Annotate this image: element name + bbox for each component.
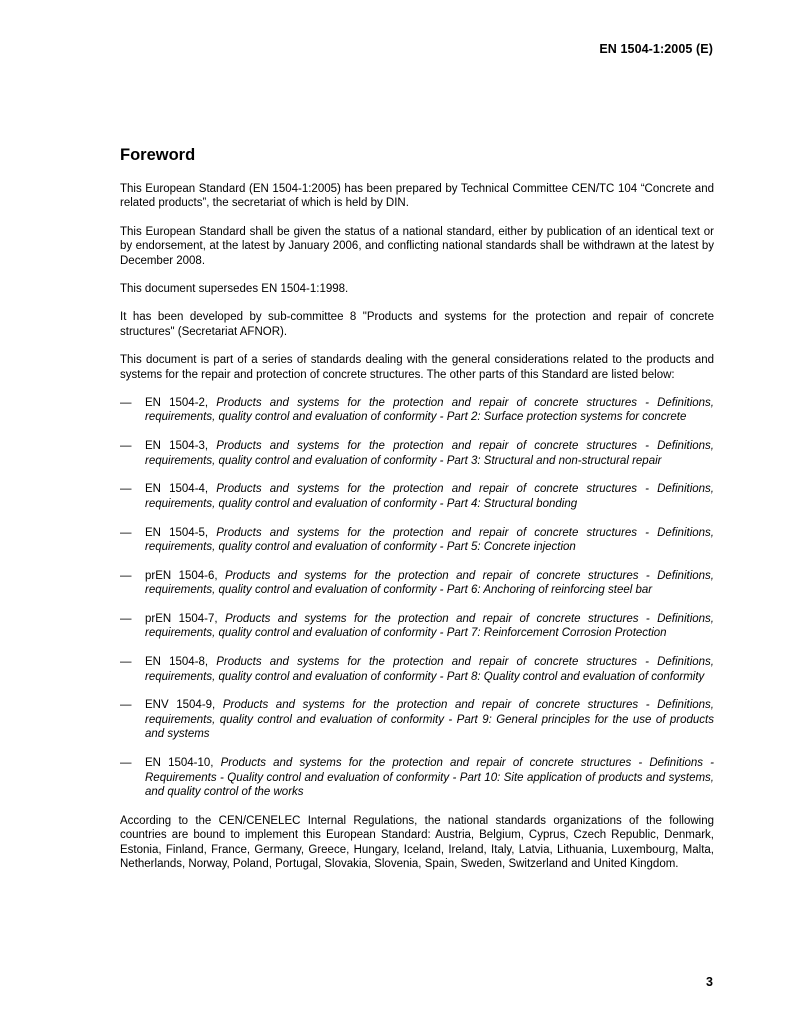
list-item <box>120 698 714 741</box>
part-reference: EN 1504-2, <box>145 397 217 410</box>
dash-bullet: — <box>120 569 132 582</box>
part-title: Products and systems for the protection and repair of concrete structures - Definitions, requirements, quality control and evaluation of conformity - Part 7: Reinforcement Corrosion Protection <box>145 613 714 640</box>
list-item <box>120 439 714 468</box>
part-reference: prEN 1504-7, <box>145 613 226 626</box>
list-item <box>120 526 714 555</box>
part-reference: EN 1504-8, <box>145 656 217 669</box>
page-number: 3 <box>706 975 713 989</box>
part-title: Products and systems for the protection and repair of concrete structures - Definitions - Requirements - Quality control and evaluation of conformity - Part 10: Site application of products and systems, and quality control of the works <box>145 757 715 798</box>
part-title: Products and systems for the protection and repair of concrete structures - Definitions, requirements, quality control and evaluation of conformity - Part 4: Structural bonding <box>145 483 714 510</box>
parts-list <box>120 396 714 799</box>
paragraph-subcommittee: It has been developed by sub-committee 8 "Products and systems for the protection and repair of concrete structures" (Secretariat AFNOR). <box>120 311 714 338</box>
part-reference: EN 1504-10, <box>145 757 221 770</box>
list-item <box>120 612 714 641</box>
part-title: Products and systems for the protection and repair of concrete structures - Definitions, requirements, quality control and evaluation of conformity - Part 5: Concrete injection <box>145 526 714 554</box>
list-item <box>120 655 714 684</box>
list-item <box>120 396 714 425</box>
part-title: Products and systems for the protection and repair of concrete structures - Definitions, requirements, quality control and evaluation of conformity - Part 3: Structural and non-structural repair <box>145 440 714 467</box>
part-reference: prEN 1504-6, <box>145 569 226 582</box>
document-id: EN 1504-1:2005 (E) <box>599 42 713 56</box>
dash-bullet: — <box>120 757 132 770</box>
paragraph-national-status: This European Standard shall be given the status of a national standard, either by publication of an identical text or by endorsement, at the latest by January 2006, and conflicting national standards shall be withdrawn at the latest by December 2008. <box>120 225 714 267</box>
list-item <box>120 482 714 511</box>
part-reference: EN 1504-4, <box>145 483 217 496</box>
list-item <box>120 756 714 799</box>
part-title: Products and systems for the protection and repair of concrete structures - Definitions, requirements, quality control and evaluation of conformity - Part 8: Quality control and evaluation of conformity <box>145 656 714 683</box>
dash-bullet: — <box>120 526 132 539</box>
dash-bullet: — <box>120 483 132 496</box>
dash-bullet: — <box>120 699 132 712</box>
dash-bullet: — <box>120 397 132 410</box>
dash-bullet: — <box>120 440 132 453</box>
list-item <box>120 569 714 598</box>
dash-bullet: — <box>120 613 132 626</box>
paragraph-series-intro: This document is part of a series of standards dealing with the general considerations related to the products and systems for the repair and protection of concrete structures. The other parts of this Standard are listed below: <box>120 354 714 381</box>
paragraph-prepared-by: This European Standard (EN 1504-1:2005) has been prepared by Technical Committee CEN/TC 104 “Concrete and related products”, the secretariat of which is held by DIN. <box>120 183 714 210</box>
part-title: Products and systems for the protection and repair of concrete structures - Definitions, requirements, quality control and evaluation of conformity - Part 2: Surface protection systems for concrete <box>145 397 714 424</box>
part-reference: ENV 1504-9, <box>145 699 223 712</box>
paragraph-supersedes: This document supersedes EN 1504-1:1998. <box>120 283 349 296</box>
section-title: Foreword <box>120 146 196 164</box>
foreword-section <box>120 146 714 885</box>
part-title: Products and systems for the protection and repair of concrete structures - Definitions, requirements, quality control and evaluation of conformity - Part 9: General principles for the use of products and systems <box>145 699 714 741</box>
part-reference: EN 1504-3, <box>145 440 217 453</box>
part-reference: EN 1504-5, <box>145 526 217 539</box>
paragraph-national-bodies: According to the CEN/CENELEC Internal Regulations, the national standards organizations of the following countries are bound to implement this European Standard: Austria, Belgium, Cyprus, Czech Republic, Denmark, Estonia, Finland, France, Germany, Greece, Hungary, Iceland, Ireland, Italy, Latvia, Lithuania, Luxembourg, Malta, Netherlands, Norway, Poland, Portugal, Slovakia, Slovenia, Spain, Sweden, Switzerland and United Kingdom. <box>120 814 714 870</box>
dash-bullet: — <box>120 656 132 669</box>
part-title: Products and systems for the protection and repair of concrete structures - Definitions, requirements, quality control and evaluation of conformity - Part 6: Anchoring of reinforcing steel bar <box>145 569 714 597</box>
